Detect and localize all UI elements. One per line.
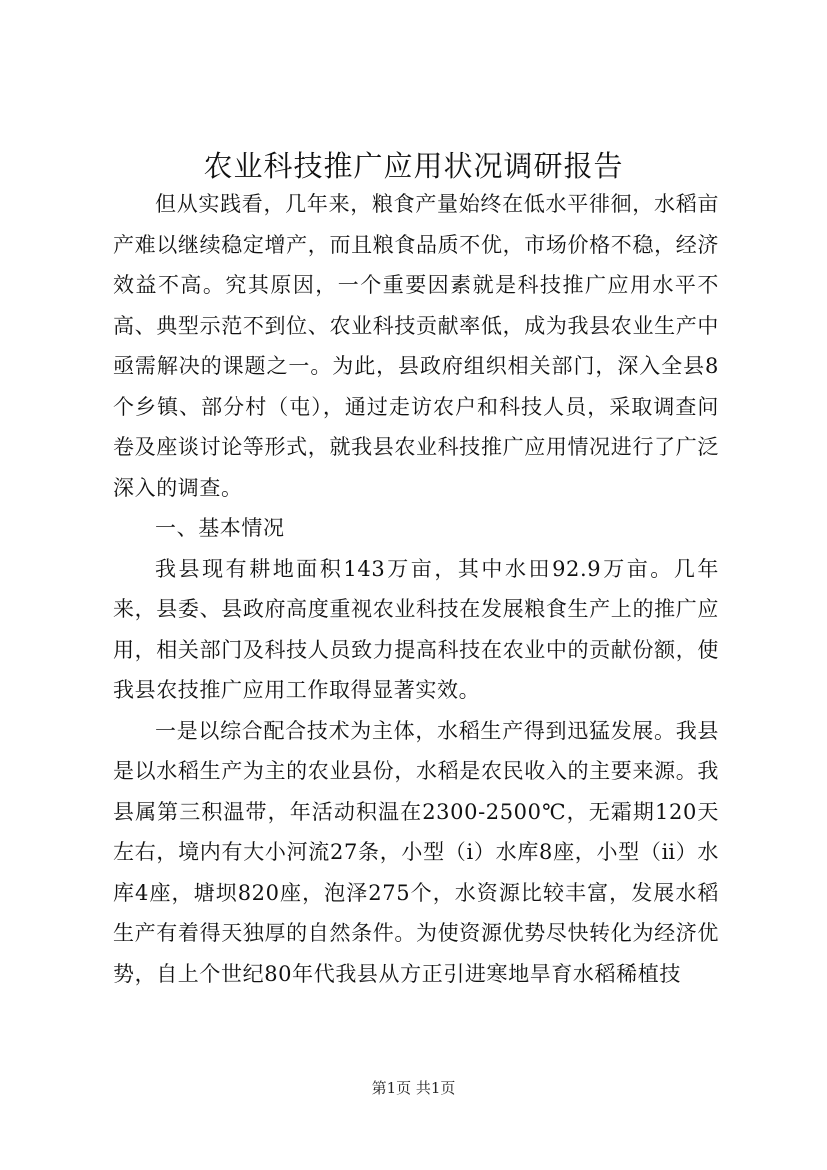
section-heading-basic-situation: 一、基本情况 <box>155 516 285 540</box>
document-body <box>113 184 719 994</box>
paragraph-rice-production: 一是以综合配合技术为主体，水稻生产得到迅猛发展。我县是以水稻生产为主的农业县份，水稻是农民收入的主要来源。我县属第三积温带，年活动积温在2300-2500℃，无霜期120天左右，境内有大小河流27条，小型（ⅰ）水库8座，小型（ⅱ）水库4座，塘坝820座，泡泽275个，水资源比较丰富，发展水稻生产有着得天独厚的自然条件。为使资源优势尽快转化为经济优势，自上个世纪80年代我县从方正引进寒地旱育水稻稀植技 <box>113 718 719 986</box>
paragraph-farmland: 我县现有耕地面积143万亩，其中水田92.9万亩。几年来，县委、县政府高度重视农业科技在发展粮食生产上的推广应用，相关部门及科技人员致力提高科技在农业中的贡献份额，使我县农技推广应用工作取得显著实效。 <box>113 556 719 702</box>
page-number-footer: 第1页 共1页 <box>371 1079 456 1097</box>
document-title: 农业科技推广应用状况调研报告 <box>203 149 624 183</box>
paragraph-intro: 但从实践看，几年来，粮食产量始终在低水平徘徊，水稻亩产难以继续稳定增产，而且粮食品质不优，市场价格不稳，经济效益不高。究其原因，一个重要因素就是科技推广应用水平不高、典型示范不到位、农业科技贡献率低，成为我县农业生产中亟需解决的课题之一。为此，县政府组织相关部门，深入全县8个乡镇、部分村（屯），通过走访农户和科技人员，采取调查问卷及座谈讨论等形式，就我县农业科技推广应用情况进行了广泛深入的调查。 <box>113 192 719 500</box>
